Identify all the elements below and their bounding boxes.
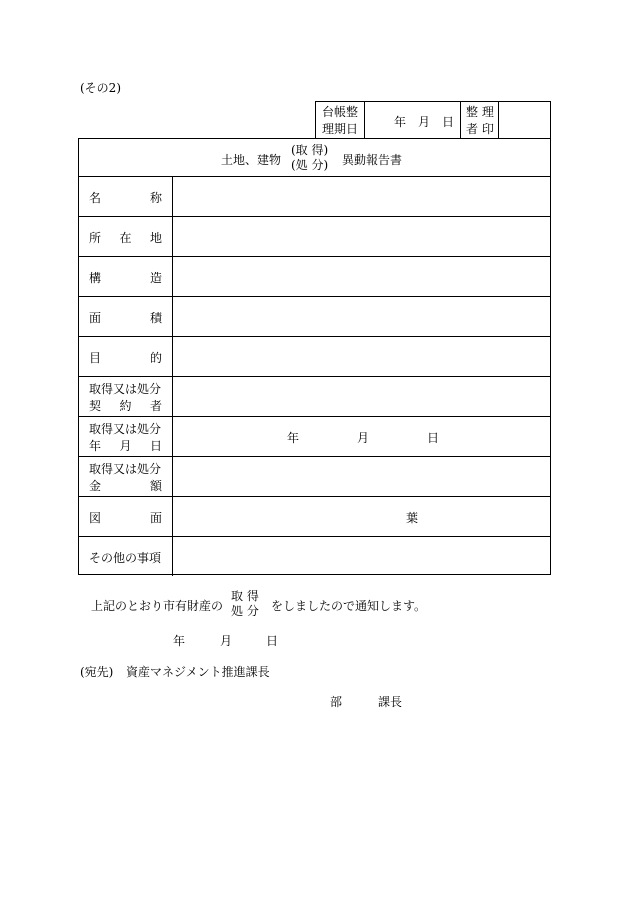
ledger-date-month: 月 — [418, 115, 431, 129]
row-label: 所 在 地 — [79, 217, 173, 256]
notice-date-month: 月 — [220, 634, 233, 648]
row-purpose — [79, 336, 550, 376]
row-value-field[interactable] — [173, 257, 550, 296]
row-label: 取得又は処分 契 約 者 — [79, 377, 173, 416]
ledger-header-box — [315, 101, 551, 138]
row-location — [79, 216, 550, 256]
seal-field[interactable] — [498, 102, 552, 138]
notice-suffix: をしましたので通知します。 — [271, 599, 427, 613]
notice-prefix: 上記のとおり市有財産の — [91, 599, 224, 613]
row-value-field[interactable] — [173, 177, 550, 216]
sender-title: 課長 — [378, 695, 403, 709]
title-option-acquire: (取 得) — [291, 143, 329, 157]
addressee-label: (宛先) — [80, 665, 114, 679]
row-contractor — [79, 376, 550, 416]
row-label: 面 積 — [79, 297, 173, 336]
row-value-field[interactable] — [173, 457, 550, 496]
date-month: 月 — [357, 431, 370, 445]
notice-option-acquire: 取 得 — [231, 589, 259, 603]
ledger-date-label — [316, 102, 364, 138]
row-label: 名 称 — [79, 177, 173, 216]
report-title — [79, 139, 550, 176]
row-drawing-field[interactable] — [173, 497, 550, 536]
ledger-date-label-line2: 理期日 — [322, 122, 359, 136]
sheet-count-unit: 葉 — [406, 511, 419, 525]
notice-options — [231, 589, 259, 619]
row-amount — [79, 456, 550, 496]
row-value-field[interactable] — [173, 377, 550, 416]
report-table — [78, 138, 551, 575]
notice-date-year: 年 — [173, 634, 186, 648]
title-suffix: 異動報告書 — [342, 153, 403, 167]
row-date — [79, 416, 550, 456]
row-name — [79, 176, 550, 216]
title-options — [291, 143, 328, 173]
row-label: 図 面 — [79, 497, 173, 536]
row-area — [79, 296, 550, 336]
row-label: その他の事項 — [79, 537, 173, 576]
addressee-name: 資産マネジメント推進課長 — [126, 665, 270, 679]
seal-label — [460, 102, 498, 138]
row-label: 目 的 — [79, 337, 173, 376]
title-option-dispose: (処 分) — [291, 158, 329, 172]
sender-department: 部 — [330, 695, 343, 709]
ledger-date-year: 年 — [394, 115, 407, 129]
row-value-field[interactable] — [173, 297, 550, 336]
seal-label-line1: 整 理 — [466, 105, 494, 119]
row-value-field[interactable] — [173, 337, 550, 376]
row-drawing — [79, 496, 550, 536]
date-day: 日 — [427, 431, 440, 445]
row-label: 取得又は処分 年 月 日 — [79, 417, 173, 456]
ledger-date-label-line1: 台帳整 — [322, 105, 359, 119]
ledger-date-field[interactable] — [364, 102, 460, 138]
row-other — [79, 536, 550, 576]
row-label: 取得又は処分 金 額 — [79, 457, 173, 496]
ledger-date-day: 日 — [442, 115, 455, 129]
form-number: (その2) — [80, 81, 121, 95]
notice-option-dispose: 処 分 — [231, 604, 259, 618]
title-prefix: 土地、建物 — [221, 153, 282, 167]
row-structure — [79, 256, 550, 296]
notice-date-day: 日 — [266, 634, 279, 648]
row-value-field[interactable] — [173, 537, 550, 576]
row-date-field[interactable] — [173, 417, 550, 456]
seal-label-line2: 者 印 — [466, 122, 494, 136]
date-year: 年 — [287, 431, 300, 445]
row-label: 構 造 — [79, 257, 173, 296]
row-value-field[interactable] — [173, 217, 550, 256]
